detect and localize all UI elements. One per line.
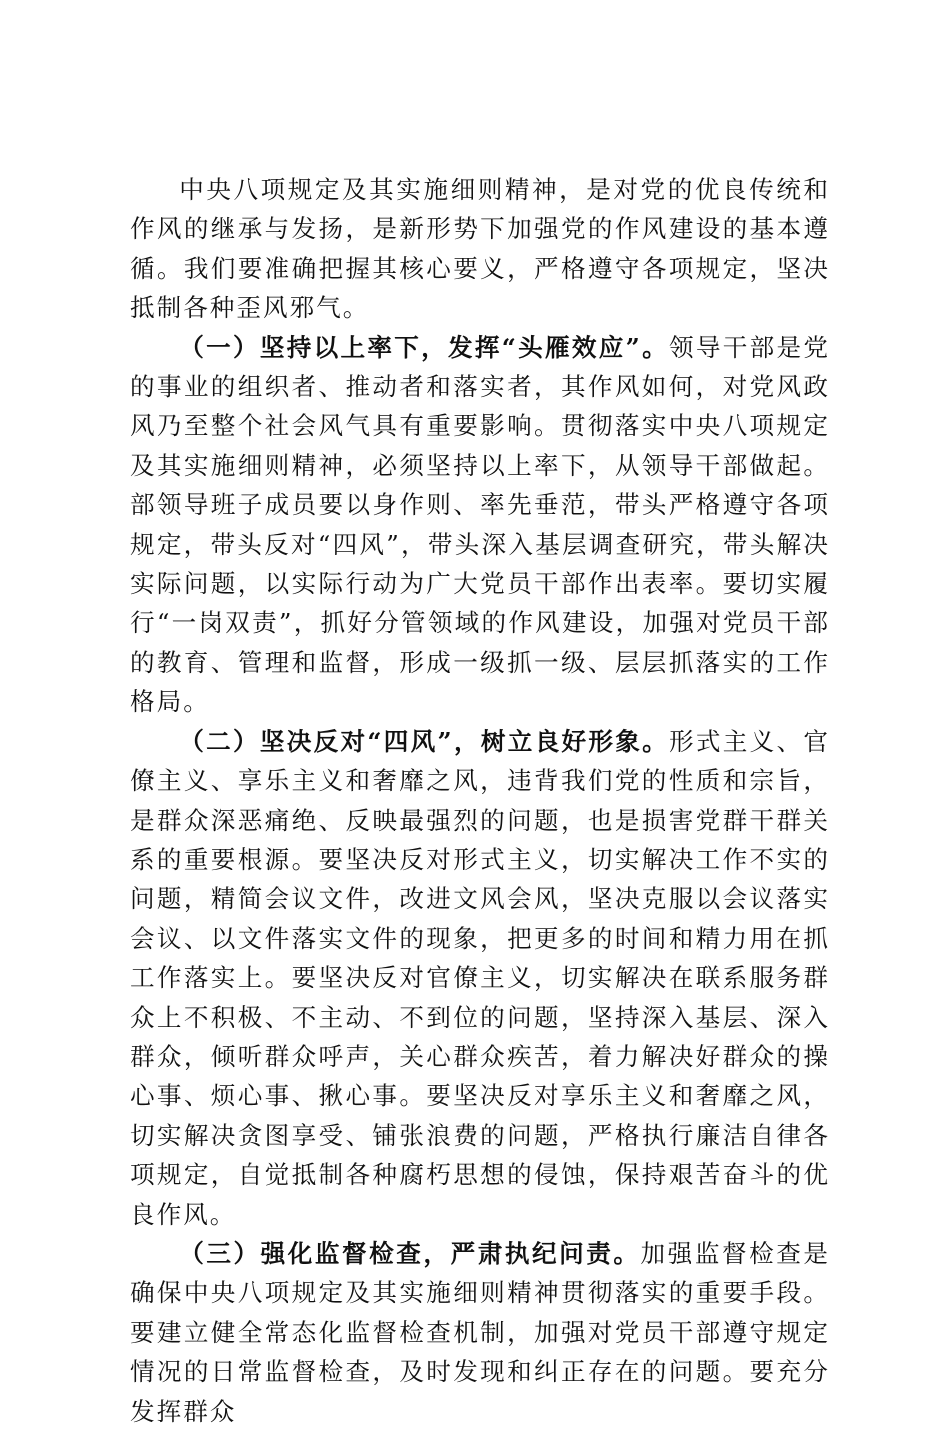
section-1-heading: （一）坚持以上率下，发挥“头雁效应”。 bbox=[179, 332, 669, 362]
section-3-heading: （三）强化监督检查，严肃执纪问责。 bbox=[179, 1238, 641, 1268]
paragraph-section-1 bbox=[130, 328, 830, 722]
paragraph-section-2 bbox=[130, 722, 830, 1234]
paragraph-section-3 bbox=[130, 1234, 830, 1431]
paragraph-text: 中央八项规定及其实施细则精神，是对党的优良传统和作风的继承与发扬，是新形势下加强党的作风建设的基本遵循。我们要准确把握其核心要义，严格遵守各项规定，坚决抵制各种歪风邪气。 bbox=[130, 175, 830, 323]
paragraph-text: 领导干部是党的事业的组织者、推动者和落实者，其作风如何，对党风政风乃至整个社会风气具有重要影响。贯彻落实中央八项规定及其实施细则精神，必须坚持以上率下，从领导干部做起。部领导班子成员要以身作则、率先垂范，带头严格遵守各项规定，带头反对“四风”，带头深入基层调查研究，带头解决实际问题，以实际行动为广大党员干部作出表率。要切实履行“一岗双责”，抓好分管领域的作风建设，加强对党员干部的教育、管理和监督，形成一级抓一级、层层抓落实的工作格局。 bbox=[130, 332, 830, 717]
paragraph-text: 形式主义、官僚主义、享乐主义和奢靡之风，违背我们党的性质和宗旨，是群众深恶痛绝、反映最强烈的问题，也是损害党群干群关系的重要根源。要坚决反对形式主义，切实解决工作不实的问题，精简会议文件，改进文风会风，坚决克服以会议落实会议、以文件落实文件的现象，把更多的时间和精力用在抓工作落实上。要坚决反对官僚主义，切实解决在联系服务群众上不积极、不主动、不到位的问题，坚持深入基层、深入群众，倾听群众呼声，关心群众疾苦，着力解决好群众的操心事、烦心事、揪心事。要坚决反对享乐主义和奢靡之风，切实解决贪图享受、铺张浪费的问题，严格执行廉洁自律各项规定，自觉抵制各种腐朽思想的侵蚀，保持艰苦奋斗的优良作风。 bbox=[130, 726, 830, 1229]
section-2-heading: （二）坚决反对“四风”，树立良好形象。 bbox=[179, 726, 669, 756]
paragraph-intro bbox=[130, 170, 830, 328]
document-page bbox=[130, 170, 830, 1431]
paragraph-text: 加强监督检查是确保中央八项规定及其实施细则精神贯彻落实的重要手段。要建立健全常态化监督检查机制，加强对党员干部遵守规定情况的日常监督检查，及时发现和纠正存在的问题。要充分发挥群众 bbox=[130, 1238, 830, 1426]
